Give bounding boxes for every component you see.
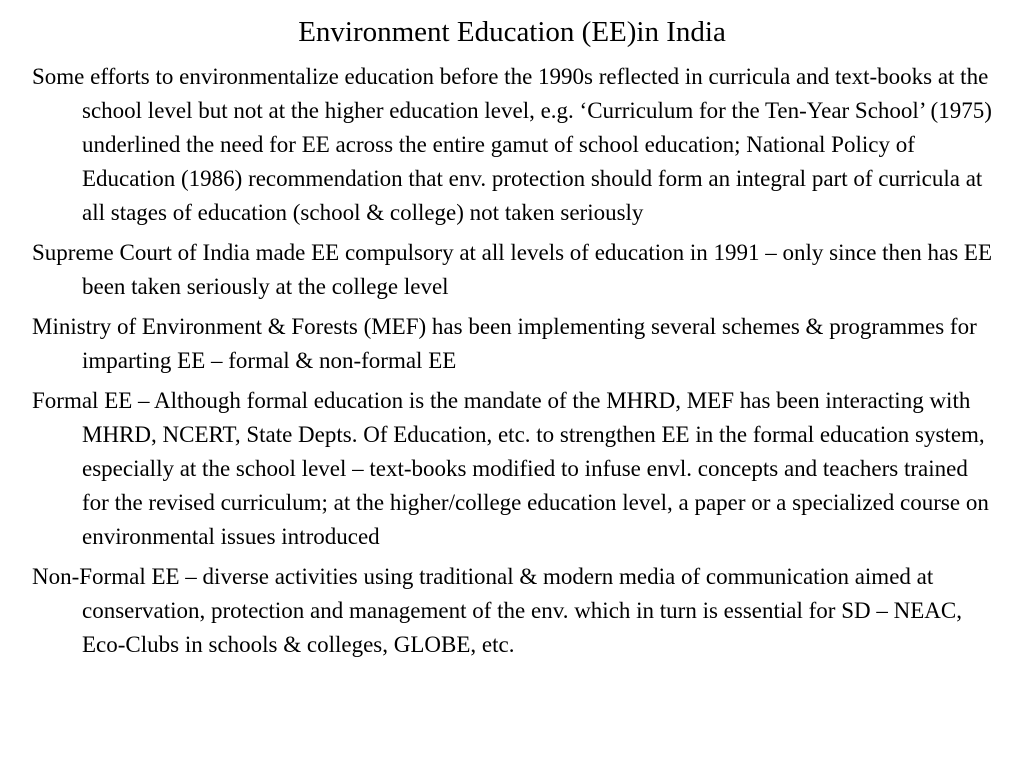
bullet-list: [32, 60, 996, 668]
bullet-item: Supreme Court of India made EE compulsory at all levels of education in 1991 – only since then has EE been taken seriously at the college level: [32, 240, 993, 299]
bullet-item: Ministry of Environment & Forests (MEF) has been implementing several schemes & programmes for imparting EE – formal & non-formal EE: [32, 314, 977, 373]
bullet-item: Formal EE – Although formal education is the mandate of the MHRD, MEF has been interacting with MHRD, NCERT, State Depts. Of Education, etc. to strengthen EE in the formal education system, especially at the school level – text-books modified to infuse envl. concepts and teachers trained for the revised curriculum; at the higher/college education level, a paper or a specialized course on environmental issues introduced: [32, 388, 989, 549]
slide-title: Environment Education (EE)in India: [298, 16, 726, 48]
bullet-item: Non-Formal EE – diverse activities using traditional & modern media of communication aimed at conservation, protection and management of the env. which in turn is essential for SD – NEAC, Eco-Clubs in schools & colleges, GLOBE, etc.: [32, 564, 962, 657]
bullet-item: Some efforts to environmentalize education before the 1990s reflected in curricula and text-books at the school level but not at the higher education level, e.g. ‘Curriculum for the Ten-Year School’ (1975) underlined the need for EE across the entire gamut of school education; National Policy of Education (1986) recommendation that env. protection should form an integral part of curricula at all stages of education (school & college) not taken seriously: [32, 64, 992, 225]
